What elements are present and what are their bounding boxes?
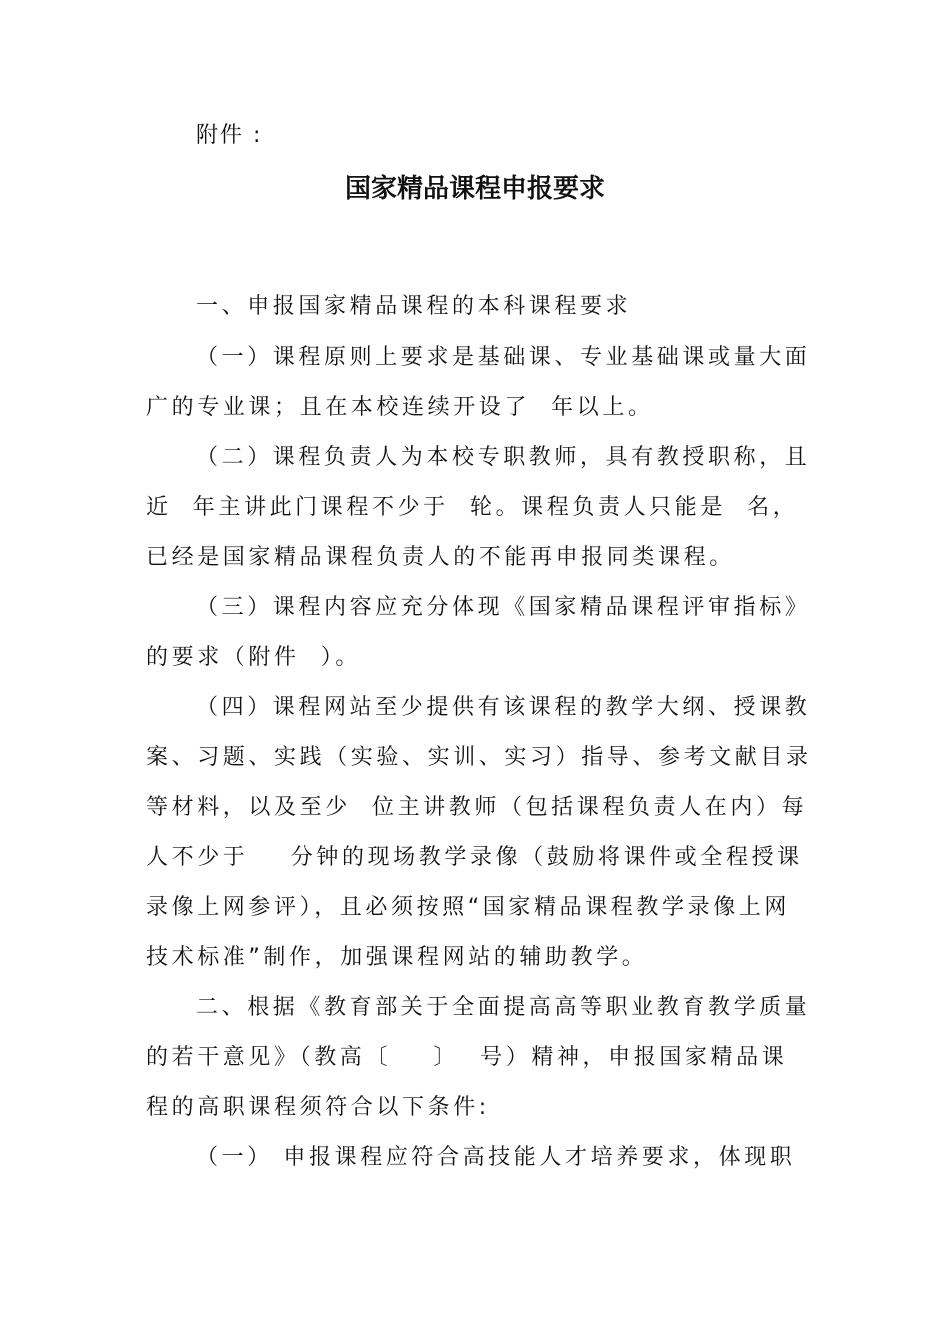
paragraph-line: （二）课程负责人为本校专职教师，具有教授职称，且	[196, 445, 811, 470]
paragraph-line: 人不少于 分钟的现场教学录像（鼓励将课件或全程授课	[146, 845, 803, 870]
paragraph-line: 技术标准”制作，加强课程网站的辅助教学。	[146, 945, 648, 970]
paragraph-line: 已经是国家精品课程负责人的不能再申报同类课程。	[146, 545, 735, 570]
paragraph-line: （四）课程网站至少提供有该课程的教学大纲、授课教	[196, 695, 811, 720]
paragraph-line: （三）课程内容应充分体现《国家精品课程评审指标》	[196, 595, 811, 620]
paragraph-line: 程的高职课程须符合以下条件:	[146, 1095, 490, 1120]
document-title: 国家精品课程申报要求	[344, 174, 605, 204]
paragraph-line: 录像上网参评），且必须按照“国家精品课程教学录像上网	[146, 895, 790, 920]
paragraph-line: 的要求（附件 ）。	[146, 645, 361, 670]
paragraph-line: 广的专业课；且在本校连续开设了 年以上。	[146, 395, 654, 420]
paragraph-line: （一） 申报课程应符合高技能人才培养要求，体现职	[196, 1145, 796, 1170]
section-heading-2: 二、根据《教育部关于全面提高高等职业教育教学质量	[196, 995, 811, 1020]
paragraph-line: 等材料，以及至少 位主讲教师（包括课程负责人在内）每	[146, 795, 808, 820]
paragraph-line: 案、习题、实践（实验、实训、实习）指导、参考文献目录	[146, 745, 812, 770]
paragraph-line: （一）课程原则上要求是基础课、专业基础课或量大面	[196, 345, 811, 370]
paragraph-line: 的若干意见》（教高〔 〕 号）精神，申报国家精品课	[146, 1045, 788, 1070]
section-heading-1: 一、申报国家精品课程的本科课程要求	[196, 294, 632, 319]
paragraph-line: 近 年主讲此门课程不少于 轮。课程负责人只能是 名，	[146, 495, 799, 520]
attachment-label: 附件 :	[196, 123, 263, 148]
